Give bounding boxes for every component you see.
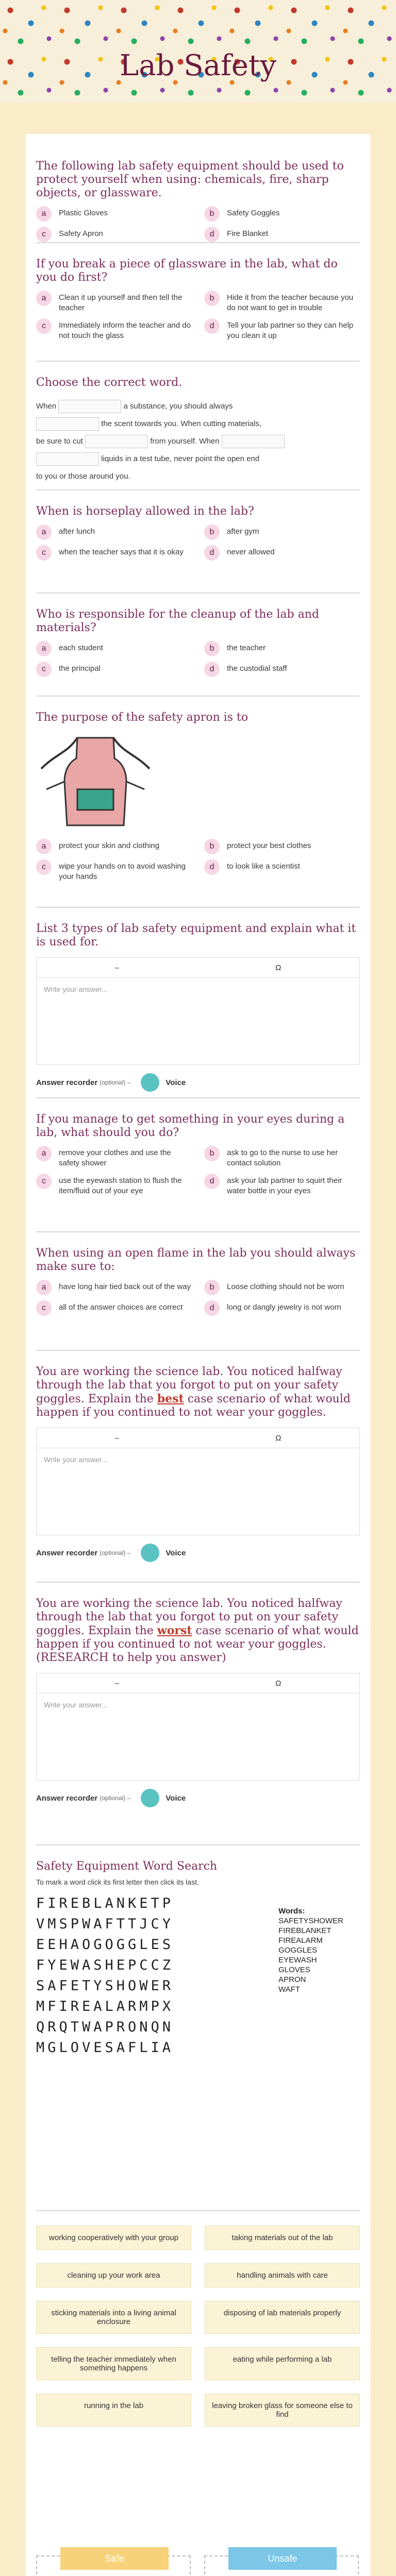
word-search (36, 1860, 360, 2211)
grid-row[interactable]: FIREBLANKETP (36, 1895, 174, 1911)
word-item: APRON (278, 1975, 306, 1984)
blank-dropdown[interactable] (222, 435, 285, 448)
question-5 (36, 608, 360, 697)
question-prompt: The purpose of the safety apron is to (36, 711, 249, 724)
option-letter: d (204, 1300, 220, 1316)
answer-textarea[interactable]: Write your answer... (36, 1448, 360, 1535)
word-list (278, 1906, 343, 1994)
sort-card[interactable]: telling the teacher immediately when something happens (36, 2347, 191, 2380)
option-d[interactable] (204, 229, 360, 242)
option-letter: b (204, 1280, 220, 1295)
option-a[interactable] (36, 527, 192, 540)
option-letter: c (36, 1174, 52, 1189)
option-text: after gym (227, 527, 259, 536)
question-prompt: If you break a piece of glassware in the lab, what do you do first? (36, 258, 338, 284)
option-c[interactable] (36, 861, 192, 882)
unsafe-bin[interactable] (204, 2555, 359, 2576)
fill-text: the scent towards you. When cutting materials, (101, 419, 262, 428)
option-letter: c (36, 545, 52, 561)
option-letter: b (204, 524, 220, 540)
words-label: Words: (278, 1907, 305, 1916)
option-d[interactable] (204, 1176, 360, 1196)
option-c[interactable] (36, 320, 192, 341)
option-a[interactable] (36, 293, 192, 313)
word-search-title: Safety Equipment Word Search (36, 1860, 218, 1873)
omega-button[interactable]: Ω (275, 963, 282, 972)
special-char-button[interactable]: – (114, 1433, 119, 1443)
word-item: GOGGLES (278, 1946, 318, 1955)
sort-card[interactable]: working cooperatively with your group (36, 2226, 191, 2250)
prompt-text: case scenario of what would happen if you continued to not wear your goggles. (36, 1393, 351, 1419)
option-b[interactable] (204, 527, 360, 540)
question-6 (36, 711, 360, 908)
question-prompt: The following lab safety equipment should be used to protect yourself when using: chemicals, fire, sharp objects, or glassware. (36, 160, 344, 199)
fill-text: from yourself. When (150, 437, 220, 446)
prompt-emphasis: worst (157, 1624, 192, 1637)
option-letter: c (36, 227, 52, 242)
option-text: Immediately inform the teacher and do not touch the glass (59, 321, 191, 340)
option-letter: a (36, 524, 52, 540)
word-item: FIREBLANKET (278, 1926, 332, 1935)
option-text: each student (59, 643, 103, 652)
fill-text: to you or those around you. (36, 472, 130, 481)
editor-toolbar (36, 1673, 360, 1693)
option-c[interactable] (36, 1176, 192, 1196)
word-item: EYEWASH (278, 1956, 317, 1964)
editor-toolbar (36, 1428, 360, 1448)
option-letter: d (204, 227, 220, 242)
option-c[interactable] (36, 547, 192, 561)
question-prompt: Who is responsible for the cleanup of the lab and materials? (36, 608, 319, 634)
option-letter: d (204, 318, 220, 334)
special-char-button[interactable]: – (114, 1679, 119, 1688)
option-text: never allowed (227, 548, 275, 556)
answer-recorder (36, 1544, 360, 1562)
option-text: wipe your hands on to avoid washing your hands (59, 862, 186, 881)
option-text: protect your best clothes (227, 841, 311, 850)
prompt-text: You are working the science lab. You noticed halfway through the lab that you forgot to put on your safety goggles. Explain the (36, 1597, 342, 1637)
option-a[interactable] (36, 841, 192, 854)
safe-bin[interactable] (36, 2555, 191, 2576)
word-item: SAFETYSHOWER (278, 1917, 343, 1925)
option-text: Tell your lab partner so they can help you clean it up (227, 321, 354, 340)
option-text: when the teacher says that it is okay (59, 548, 184, 556)
option-b[interactable] (204, 293, 360, 313)
question-prompt: List 3 types of lab safety equipment and explain what it is used for. (36, 922, 356, 948)
option-letter: d (204, 859, 220, 875)
worksheet (26, 134, 370, 2576)
safe-banner: Safe (60, 2547, 169, 2570)
option-letter: c (36, 859, 52, 875)
grid-row[interactable]: MGLOVESAFLIA (36, 2040, 174, 2056)
sort-card[interactable]: sticking materials into a living animal enclosure (36, 2301, 191, 2334)
word-item: WAFT (278, 1985, 300, 1994)
fill-text: liquids in a test tube, never point the open end (101, 454, 260, 463)
prompt-text: case scenario of what would happen if you continued to not wear your goggles. (RESEARCH to help you answer) (36, 1624, 359, 1664)
grid-row[interactable]: MFIREALARMPX (36, 1998, 174, 2014)
question-2 (36, 258, 360, 362)
blank-dropdown[interactable] (36, 417, 99, 431)
option-text: to look like a scientist (227, 862, 300, 871)
question-prompt: When is horseplay allowed in the lab? (36, 505, 254, 518)
option-letter: c (36, 662, 52, 677)
grid-row[interactable]: QRQTWAPRONQN (36, 2019, 174, 2035)
option-d[interactable] (204, 320, 360, 341)
option-text: ask your lab partner to squirt their water bottle in your eyes (227, 1176, 342, 1195)
word-item: GLOVES (278, 1965, 310, 1974)
prompt-text: You are working the science lab. You noticed halfway through the lab that you forgot to put on your safety goggles. Explain the (36, 1365, 342, 1405)
option-letter: a (36, 291, 52, 306)
option-letter: b (204, 641, 220, 656)
option-text: ask to go to the nurse to use her contact solution (227, 1148, 338, 1167)
question-4 (36, 505, 360, 594)
omega-button[interactable]: Ω (275, 1433, 282, 1443)
blank-dropdown[interactable] (36, 452, 99, 466)
recorder-optional: (optional) – (100, 1549, 131, 1556)
option-text: after lunch (59, 527, 95, 536)
question-7 (36, 922, 360, 1098)
sort-cards (36, 2226, 360, 2427)
option-d[interactable] (204, 1302, 360, 1316)
recorder-label: Answer recorder (36, 1793, 98, 1803)
unsafe-banner: Unsafe (228, 2547, 337, 2570)
option-text: Loose clothing should not be worn (227, 1282, 344, 1291)
option-letter: d (204, 662, 220, 677)
option-letter: d (204, 545, 220, 561)
question-3 (36, 376, 360, 490)
option-c[interactable] (36, 1302, 192, 1316)
option-text: protect your skin and clothing (59, 841, 160, 850)
fill-text: When (36, 402, 57, 411)
answer-textarea[interactable]: Write your answer... (36, 1693, 360, 1781)
option-letter: b (204, 206, 220, 222)
sort-card[interactable]: running in the lab (36, 2394, 191, 2427)
option-letter: c (36, 318, 52, 334)
fill-text: a substance, you should always (123, 402, 233, 411)
question-prompt: Choose the correct word. (36, 376, 183, 389)
grid-row[interactable]: VMSPWAFTTJCY (36, 1916, 174, 1932)
option-b[interactable] (204, 208, 360, 222)
option-b[interactable] (204, 1282, 360, 1295)
option-a[interactable] (36, 1282, 192, 1295)
option-text: Safety Goggles (227, 209, 280, 217)
special-char-button[interactable]: – (114, 963, 119, 972)
option-text: Fire Blanket (227, 229, 269, 238)
option-text: Clean it up yourself and then tell the teacher (59, 293, 183, 312)
option-letter: a (36, 1280, 52, 1295)
voice-label: Voice (166, 1548, 186, 1557)
question-1 (36, 160, 360, 243)
page-title: Lab Safety (120, 49, 276, 82)
prompt-emphasis: best (157, 1392, 184, 1405)
question-9 (36, 1247, 360, 1351)
option-a[interactable] (36, 208, 192, 222)
fill-text: be sure to cut (36, 437, 83, 446)
omega-button[interactable]: Ω (275, 1679, 282, 1688)
recorder-label: Answer recorder (36, 1078, 98, 1087)
option-letter: b (204, 839, 220, 854)
option-text: all of the answer choices are correct (59, 1303, 183, 1312)
option-text: Hide it from the teacher because you do not want to get in trouble (227, 293, 354, 312)
microphone-icon[interactable] (141, 1544, 159, 1562)
option-c[interactable] (36, 229, 192, 242)
question-11 (36, 1597, 360, 1845)
answer-recorder (36, 1073, 360, 1092)
question-prompt (36, 1365, 360, 1419)
option-letter: c (36, 1300, 52, 1316)
question-prompt (36, 1597, 360, 1665)
option-b[interactable] (204, 841, 360, 854)
recorder-optional: (optional) – (100, 1079, 131, 1086)
option-b[interactable] (204, 643, 360, 656)
option-letter: a (36, 641, 52, 656)
option-letter: d (204, 1174, 220, 1189)
microphone-icon[interactable] (141, 1789, 159, 1807)
header-banner (0, 0, 396, 103)
sort-card[interactable]: handling animals with care (205, 2263, 360, 2287)
grid-row[interactable]: FYEWASHEPCCZ (36, 1957, 174, 1973)
option-letter: b (204, 291, 220, 306)
option-text: long or dangly jewelry is not worn (227, 1303, 341, 1312)
question-10 (36, 1365, 360, 1583)
question-prompt: If you manage to get something in your eyes during a lab, what should you do? (36, 1113, 345, 1139)
option-d[interactable] (204, 547, 360, 561)
sort-card[interactable]: disposing of lab materials properly (205, 2301, 360, 2334)
option-letter: b (204, 1146, 220, 1161)
sort-card[interactable]: cleaning up your work area (36, 2263, 191, 2287)
option-text: have long hair tied back out of the way (59, 1282, 191, 1291)
editor-toolbar (36, 957, 360, 977)
option-text: remove your clothes and use the safety shower (59, 1148, 171, 1167)
question-prompt: When using an open flame in the lab you should always make sure to: (36, 1247, 356, 1273)
option-text: Plastic Gloves (59, 209, 108, 217)
answer-textarea[interactable]: Write your answer... (36, 977, 360, 1065)
blank-dropdown[interactable] (85, 435, 148, 448)
voice-label: Voice (166, 1078, 186, 1087)
option-letter: a (36, 1146, 52, 1161)
apron-illustration (36, 733, 155, 831)
option-text: the principal (59, 664, 101, 673)
option-d[interactable] (204, 861, 360, 882)
option-a[interactable] (36, 1148, 192, 1168)
recorder-optional: (optional) – (100, 1794, 131, 1802)
option-c[interactable] (36, 664, 192, 677)
option-text: the teacher (227, 643, 266, 652)
option-text: Safety Apron (59, 229, 103, 238)
blank-dropdown[interactable] (58, 400, 121, 413)
grid-row[interactable]: SAFETYSHOWER (36, 1978, 174, 1994)
option-a[interactable] (36, 643, 192, 656)
voice-label: Voice (166, 1793, 186, 1803)
option-text: the custodial staff (227, 664, 287, 673)
option-letter: a (36, 206, 52, 222)
sort-card[interactable]: leaving broken glass for someone else to find (205, 2394, 360, 2427)
answer-recorder (36, 1789, 360, 1807)
option-letter: a (36, 839, 52, 854)
grid-row[interactable]: EEHAOGOGGLES (36, 1937, 174, 1953)
recorder-label: Answer recorder (36, 1548, 98, 1557)
option-text: use the eyewash station to flush the item/fluid out of your eye (59, 1176, 182, 1195)
sort-card[interactable]: eating while performing a lab (205, 2347, 360, 2380)
sort-card[interactable]: taking materials out of the lab (205, 2226, 360, 2250)
option-d[interactable] (204, 664, 360, 677)
microphone-icon[interactable] (141, 1073, 159, 1092)
word-item: FIREALARM (278, 1936, 323, 1945)
word-search-instructions: To mark a word click its first letter then click its last. (36, 1878, 199, 1886)
sorting-activity (36, 2226, 360, 2576)
option-b[interactable] (204, 1148, 360, 1168)
question-8 (36, 1113, 360, 1232)
